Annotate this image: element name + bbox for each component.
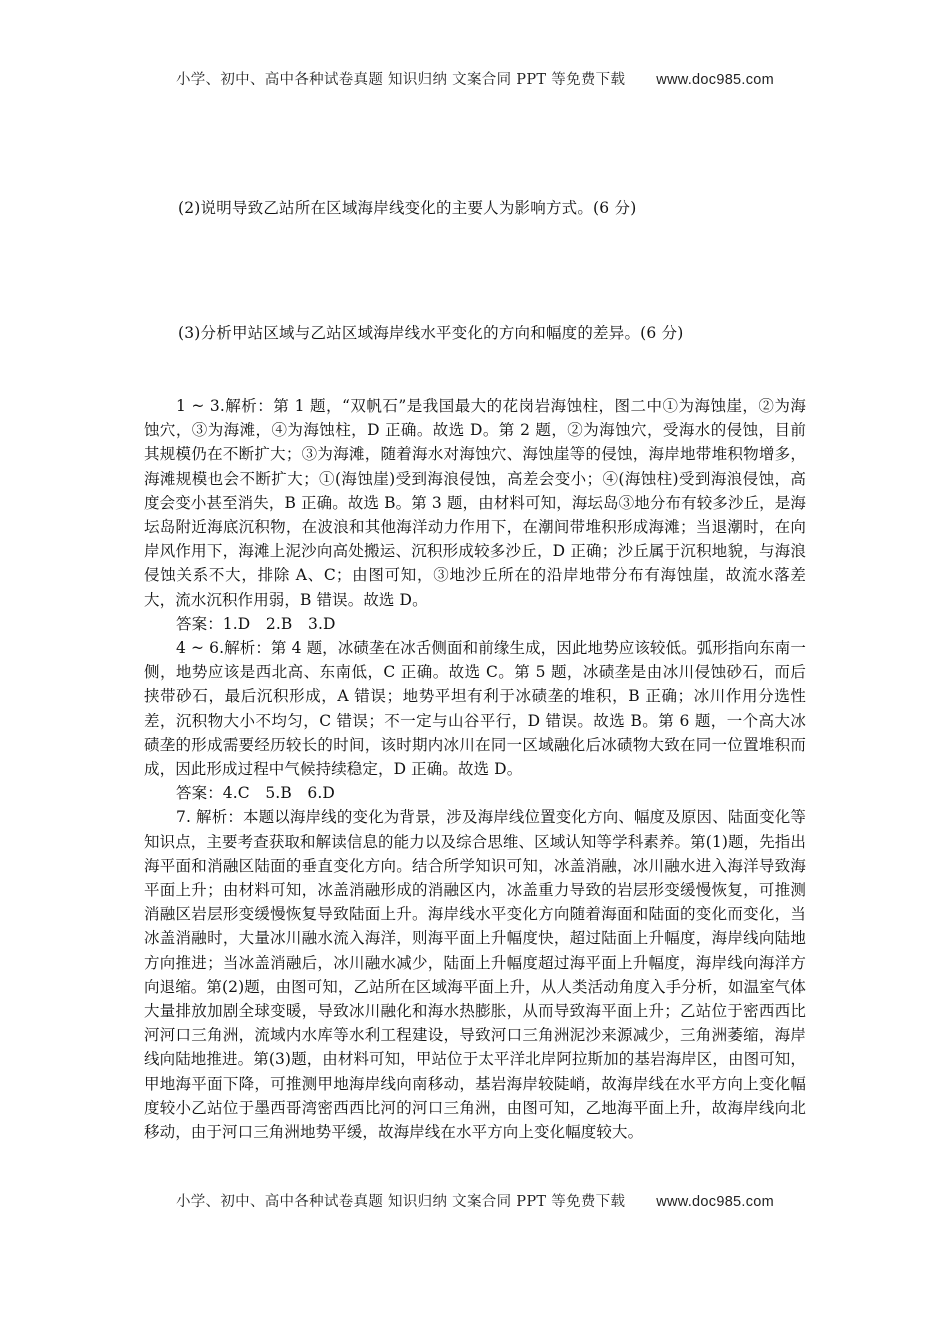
solution-1-3: 1 ~ 3.解析：第 1 题，“双帆石”是我国最大的花岗岩海蚀柱，图二中①为海蚀崖，②为海蚀穴，③为海滩，④为海蚀柱，D 正确。故选 D。第 2 题，②为海蚀穴，受海水的侵蚀，目前其规模仍在不断扩大；③为海滩，随着海水对海蚀穴、海蚀崖等的侵蚀，海岸地带堆积物增多，海滩规模也会不断扩大；①(海蚀崖)受到海浪侵蚀，高差会变小；④(海蚀柱)受到海浪侵蚀，高度会变小甚至消失，B 正确。故选 B。第 3 题，由材料可知，海坛岛③地分布有较多沙丘，是海坛岛附近海底沉积物，在波浪和其他海洋动力作用下，在潮间带堆积形成海滩；当退潮时，在向岸风作用下，海滩上泥沙向高处搬运、沉积形成较多沙丘，D 正确；沙丘属于沉积地貌，与海浪侵蚀关系不大，排除 A、C；由图可知，③地沙丘所在的沿岸地带分布有海蚀崖，故流水落差大，流水沉积作用弱，B 错误。故选 D。 [144, 397, 806, 609]
answer-1-3: 答案：1.D 2.B 3.D [176, 614, 336, 633]
answer-4-6: 答案：4.C 5.B 6.D [176, 784, 335, 803]
page-footer [0, 1190, 950, 1211]
header-site-link[interactable]: www.doc985.com [656, 72, 775, 88]
footer-text: 小学、初中、高中各种试卷真题 知识归纳 文案合同 PPT 等免费下载 [175, 1194, 626, 1210]
question-3: (3)分析甲站区域与乙站区域海岸线水平变化的方向和幅度的差异。(6 分) [178, 324, 684, 342]
question-2: (2)说明导致乙站所在区域海岸线变化的主要人为影响方式。(6 分) [178, 199, 637, 217]
solution-4-6: 4 ~ 6.解析：第 4 题，冰碛垄在冰舌侧面和前缘生成，因此地势应该较低。弧形指向东南一侧，地势应该是西北高、东南低，C 正确。故选 C。第 5 题，冰碛垄是由冰川侵蚀砂石，而后挟带砂石，最后沉积形成，A 错误；地势平坦有利于冰碛垄的堆积，B 正确；冰川作用分选性差，沉积物大小不均匀，C 错误；不一定与山谷平行，D 错误。故选 B。第 6 题，一个高大冰碛垄的形成需要经历较长的时间，该时期内冰川在同一区域融化后冰碛物大致在同一位置堆积而成，因此形成过程中气候持续稳定，D 正确。故选 D。 [144, 639, 806, 779]
solutions-section [144, 394, 806, 1144]
footer-site-link[interactable]: www.doc985.com [656, 1194, 775, 1210]
page-header [0, 68, 950, 89]
header-text: 小学、初中、高中各种试卷真题 知识归纳 文案合同 PPT 等免费下载 [175, 72, 626, 88]
solution-7: 7. 解析：本题以海岸线的变化为背景，涉及海岸线位置变化方向、幅度及原因、陆面变化等知识点，主要考查获取和解读信息的能力以及综合思维、区域认知等学科素养。第(1)题，先指出海平面和消融区陆面的垂直变化方向。结合所学知识可知，冰盖消融，冰川融水进入海洋导致海平面上升；由材料可知，冰盖消融形成的消融区内，冰盖重力导致的岩层形变缓慢恢复，可推测消融区岩层形变缓慢恢复导致陆面上升。海岸线水平变化方向随着海面和陆面的变化而变化，当冰盖消融时，大量冰川融水流入海洋，则海平面上升幅度快，超过陆面上升幅度，海岸线向陆地方向推进；当冰盖消融后，冰川融水减少，陆面上升幅度超过海平面上升幅度，海岸线向海洋方向退缩。第(2)题，由图可知，乙站所在区域海平面上升，从人类活动角度入手分析，如温室气体大量排放加剧全球变暖，导致冰川融化和海水热膨胀，从而导致海平面上升；乙站位于密西西比河河口三角洲，流域内水库等水利工程建设，导致河口三角洲泥沙来源减少，三角洲萎缩，海岸线向陆地推进。第(3)题，由材料可知，甲站位于太平洋北岸阿拉斯加的基岩海岸区，由图可知，甲地海平面下降，可推测甲地海岸线向南移动，基岩海岸较陡峭，故海岸线在水平方向上变化幅度较小乙站位于墨西哥湾密西西比河的河口三角洲，由图可知，乙地海平面上升，故海岸线向北移动，由于河口三角洲地势平缓，故海岸线在水平方向上变化幅度较大。 [144, 808, 806, 1142]
